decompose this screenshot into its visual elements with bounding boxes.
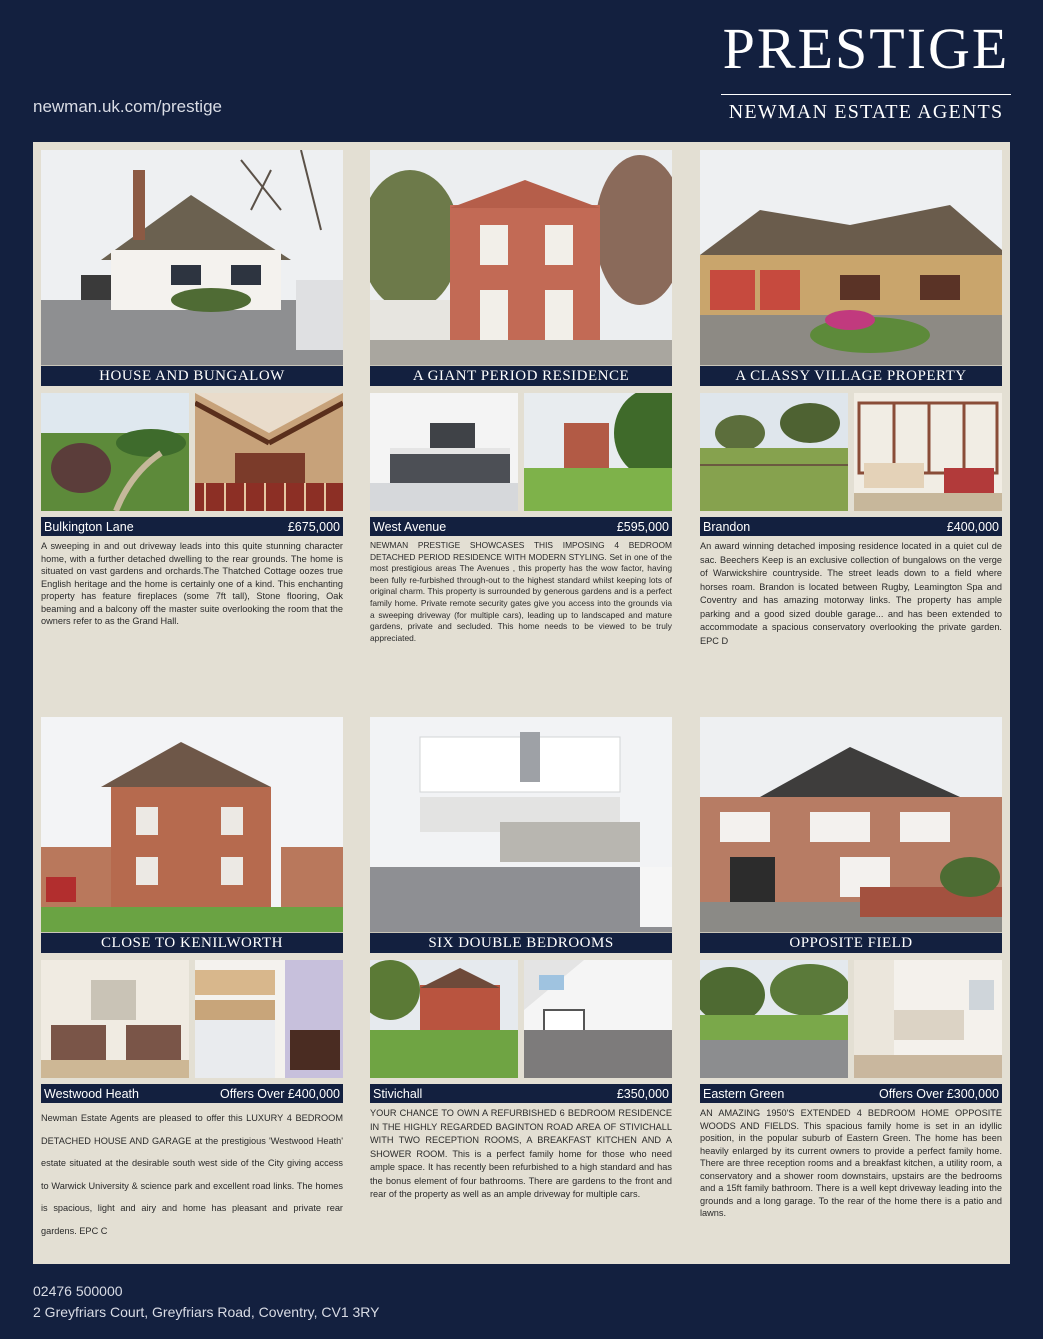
listing-description: An award winning detached imposing residence located in a quiet cul de sac. Beechers Keep is an exclusive collection of bungalows on the verge of Warwickshire countryside. The street leads down to a field where horses roam. Brandon is located between Rugby, Leamington Spa and Coventry and has amazing motorway links. The property has ample parking and a good sized double garage... and has been extended to accommodate a spacious conservatory overlooking the private garden. EPC D bbox=[700, 541, 1002, 646]
listing-card-bulkington[interactable] bbox=[41, 150, 343, 628]
thumbnail-photo[interactable] bbox=[41, 393, 189, 511]
brand-divider bbox=[721, 94, 1011, 95]
listing-price: £350,000 bbox=[616, 1086, 669, 1101]
photo-thatched-cottage bbox=[41, 150, 343, 386]
listing-card-west-avenue[interactable] bbox=[370, 150, 672, 644]
photo-paddock-field bbox=[700, 393, 848, 511]
listing-info-bar bbox=[370, 517, 672, 536]
photo-conservatory bbox=[854, 393, 1002, 511]
thumbnail-photo[interactable] bbox=[854, 960, 1002, 1078]
listing-banner: HOUSE AND BUNGALOW bbox=[41, 365, 343, 386]
photo-loft-bedroom bbox=[524, 960, 672, 1078]
listing-description: A sweeping in and out driveway leads into this quite stunning character home, with a further detached dwelling to the rear grounds. The home is situated on vast gardens and orchards.The Thatched Cottage oozes true English heritage and the home is certainly one of a kind. This enchanting property has feature fireplaces (some 7ft tall), Stone flooring, Oak beaming and a balcony off the master suite overlooking the room that the owners refer to as the Grand Hall. bbox=[41, 541, 343, 626]
listing-info-bar bbox=[41, 517, 343, 536]
thumbnail-photo[interactable] bbox=[854, 393, 1002, 511]
listing-info-bar bbox=[700, 517, 1002, 536]
listing-price: Offers Over £400,000 bbox=[220, 1086, 340, 1101]
photo-kitchen-lounge bbox=[195, 960, 343, 1078]
listing-card-eastern-green[interactable] bbox=[700, 717, 1002, 1220]
listing-location: Bulkington Lane bbox=[44, 519, 134, 534]
photo-1950s-house bbox=[700, 717, 1002, 953]
listing-banner: CLOSE TO KENILWORTH bbox=[41, 932, 343, 953]
main-photo[interactable] bbox=[700, 717, 1002, 953]
contact-phone[interactable]: 02476 500000 bbox=[33, 1283, 123, 1299]
listing-price: £595,000 bbox=[616, 519, 669, 534]
photo-period-residence bbox=[370, 150, 672, 386]
main-photo[interactable] bbox=[370, 717, 672, 953]
photo-detached-house bbox=[41, 717, 343, 953]
listing-price: Offers Over £300,000 bbox=[879, 1086, 999, 1101]
listings-panel bbox=[33, 142, 1010, 1264]
listing-description: AN AMAZING 1950'S EXTENDED 4 BEDROOM HOME OPPOSITE WOODS AND FIELDS. This spacious family home is set in an idyllic position, in the popular suburb of Eastern Green. The home has been heavily enlarged by its current owners to provide a perfect family home. There are three reception rooms and a breakfast kitchen, a utility room, a conservatory and a shower room downstairs, upstairs are the bedrooms and a 15ft family bathroom. There is a well kept driveway leading into the grounds and a long garage. To the rear of the home there is a patio and lawns. bbox=[700, 1108, 1002, 1218]
listing-location: Stivichall bbox=[373, 1086, 423, 1101]
listing-location: Brandon bbox=[703, 519, 751, 534]
photo-lawn-house bbox=[524, 393, 672, 511]
photo-garden bbox=[41, 393, 189, 511]
listing-description: NEWMAN PRESTIGE SHOWCASES THIS IMPOSING 4 BEDROOM DETACHED PERIOD RESIDENCE WITH MODERN STYLING. Set in one of the most prestigious areas The Avenues , this property has the wow factor, having been fully re-furbished through-out to the highest standard whilst keeping lots of original charm. This property is surrounded by generous gardens and is a perfect family home. Private remote security gates give you access into the grounds via a sweeping driveway (for multiple cars), leading up to landscaped and mature gardens, private and secluded. This home needs to be viewed to be truly appreciated. bbox=[370, 540, 672, 643]
listing-card-brandon[interactable] bbox=[700, 150, 1002, 648]
brand-logo bbox=[721, 18, 1011, 124]
thumbnail-photo[interactable] bbox=[370, 393, 518, 511]
thumbnail-photo[interactable] bbox=[700, 393, 848, 511]
main-photo[interactable] bbox=[41, 150, 343, 386]
thumbnail-photo[interactable] bbox=[370, 960, 518, 1078]
listing-banner: SIX DOUBLE BEDROOMS bbox=[370, 932, 672, 953]
listing-price: £675,000 bbox=[287, 519, 340, 534]
listing-card-stivichall[interactable] bbox=[370, 717, 672, 1202]
photo-modern-kitchen bbox=[370, 393, 518, 511]
photo-living-room bbox=[41, 960, 189, 1078]
website-url[interactable]: newman.uk.com/prestige bbox=[33, 97, 222, 116]
main-photo[interactable] bbox=[700, 150, 1002, 386]
thumbnail-photo[interactable] bbox=[524, 960, 672, 1078]
thumbnail-photo[interactable] bbox=[195, 393, 343, 511]
thumbnail-photo[interactable] bbox=[700, 960, 848, 1078]
listing-location: West Avenue bbox=[373, 519, 447, 534]
listing-card-westwood-heath[interactable] bbox=[41, 717, 343, 1242]
thumbnail-photo[interactable] bbox=[524, 393, 672, 511]
listing-location: Eastern Green bbox=[703, 1086, 785, 1101]
thumbnail-photo[interactable] bbox=[195, 960, 343, 1078]
photo-great-hall bbox=[195, 393, 343, 511]
thumbnail-photo[interactable] bbox=[41, 960, 189, 1078]
photo-village-bungalow bbox=[700, 150, 1002, 386]
listing-info-bar bbox=[370, 1084, 672, 1103]
listing-description: Newman Estate Agents are pleased to offer this LUXURY 4 BEDROOM DETACHED HOUSE AND GARAGE at the prestigious 'Westwood Heath' estate situated at the desirable south west side of the City giving access to Warwick University & science park and excellent road links. The homes is spacious, light and airy and home has pleasant and private rear gardens. EPC C bbox=[41, 1113, 343, 1236]
listing-location: Westwood Heath bbox=[44, 1086, 139, 1101]
main-photo[interactable] bbox=[370, 150, 672, 386]
listing-banner: A CLASSY VILLAGE PROPERTY bbox=[700, 365, 1002, 386]
listing-banner: A GIANT PERIOD RESIDENCE bbox=[370, 365, 672, 386]
photo-opposite-field bbox=[700, 960, 848, 1078]
main-photo[interactable] bbox=[41, 717, 343, 953]
listing-description: YOUR CHANCE TO OWN A REFURBISHED 6 BEDROOM RESIDENCE IN THE HIGHLY REGARDED BAGINTON ROAD AREA OF STIVICHALL WITH TWO RECEPTION ROOMS, A BREAKFAST KITCHEN AND A SHOWER ROOM. This is a perfect family home for those who need ample space. It has recently been refurbished to a high standard and has the bonus element of four bathrooms. There are gardens to the front and rear of the property as well as an ample driveway for multiple cars. bbox=[370, 1108, 672, 1199]
listing-info-bar bbox=[700, 1084, 1002, 1103]
photo-refurbished-kitchen bbox=[370, 717, 672, 953]
photo-master-bedroom bbox=[854, 960, 1002, 1078]
contact-address: 2 Greyfriars Court, Greyfriars Road, Coventry, CV1 3RY bbox=[33, 1304, 380, 1320]
listing-price: £400,000 bbox=[946, 519, 999, 534]
listing-info-bar bbox=[41, 1084, 343, 1103]
photo-semi-detached bbox=[370, 960, 518, 1078]
listing-banner: OPPOSITE FIELD bbox=[700, 932, 1002, 953]
brand-title: PRESTIGE bbox=[722, 16, 1010, 81]
brand-subtitle: NEWMAN ESTATE AGENTS bbox=[728, 101, 1004, 123]
